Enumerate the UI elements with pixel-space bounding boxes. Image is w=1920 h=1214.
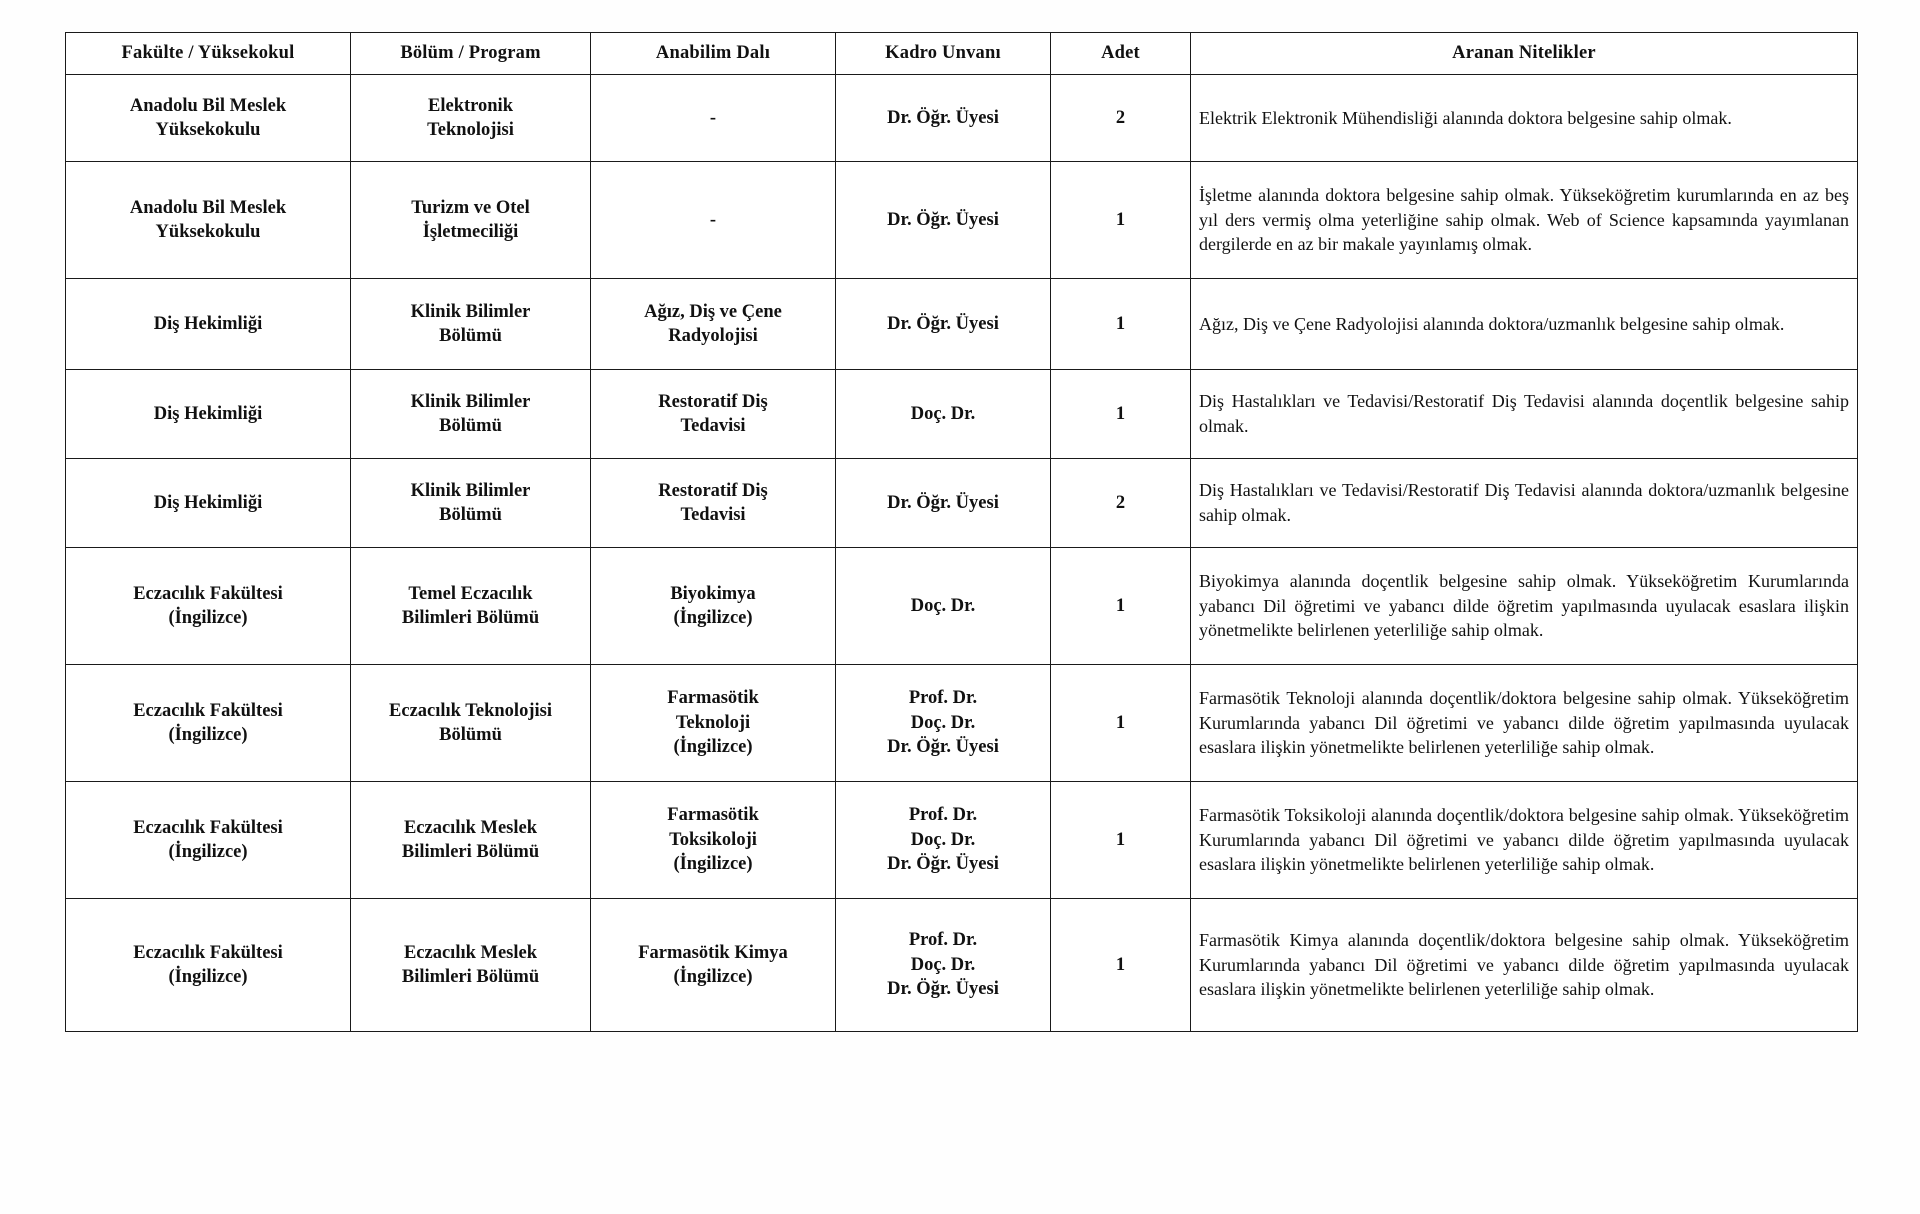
cell-faculty: [66, 899, 351, 1032]
department-line2: Teknolojisi: [427, 120, 514, 140]
cell-requirements: Farmasötik Teknoloji alanında doçentlik/doktora belgesine sahip olmak. Yükseköğretim Kurumlarında yabancı Dil öğretimi ve yabancı dilde öğretim yapılmasında uyulacak esaslara ilişkin yönetmelikte belirlenen yeterliliğe sahip olmak.: [1191, 665, 1858, 782]
cell-count: 2: [1051, 75, 1191, 162]
table-header: [66, 33, 1858, 75]
cell-title: [836, 548, 1051, 665]
column-header-field-line1: Anabilim: [655, 43, 732, 63]
cell-faculty: [66, 370, 351, 459]
field-line1: Farmasötik: [667, 805, 759, 826]
title-line1: Dr. Öğr. Üyesi: [887, 492, 999, 513]
cell-requirements: Diş Hastalıkları ve Tedavisi/Restoratif Diş Tedavisi alanında doçentlik belgesine sahip olmak.: [1191, 370, 1858, 459]
faculty-line2: (İngilizce): [168, 967, 248, 987]
column-header-field: [591, 33, 836, 75]
cell-department: [351, 75, 591, 162]
faculty-line1: Eczacılık Fakültesi: [133, 817, 283, 838]
cell-title: [836, 782, 1051, 899]
table-body: [66, 75, 1858, 1032]
title-line3: Dr. Öğr. Üyesi: [887, 737, 999, 758]
field-line2: Toksikoloji: [669, 829, 757, 850]
cell-faculty: [66, 665, 351, 782]
department-line1: Eczacılık Meslek: [403, 942, 538, 963]
table-row: [66, 899, 1858, 1032]
field-line3: (İngilizce): [673, 854, 753, 875]
title-line1: Prof. Dr.: [908, 805, 978, 826]
column-header-faculty: Fakülte / Yüksekokul: [66, 33, 351, 75]
cell-field: [591, 782, 836, 899]
table-row: [66, 279, 1858, 370]
column-header-requirements: Aranan Nitelikler: [1191, 33, 1858, 75]
field-line2: (İngilizce): [673, 967, 753, 987]
cell-title: [836, 75, 1051, 162]
cell-department: [351, 162, 591, 279]
cell-field: [591, 665, 836, 782]
field-line1: -: [709, 107, 717, 128]
cell-title: [836, 162, 1051, 279]
faculty-line1: Eczacılık Fakültesi: [133, 942, 283, 963]
cell-title: [836, 279, 1051, 370]
cell-requirements: İşletme alanında doktora belgesine sahip olmak. Yükseköğretim kurumlarında en az beş yıl ders vermiş olma yeterliğine sahip olmak. Web of Science kapsamında yayımlanan dergilerde en az bir makale yayınlamış olmak.: [1191, 162, 1858, 279]
department-line2: İşletmeciliği: [422, 222, 519, 242]
cell-field: [591, 279, 836, 370]
department-line1: Klinik Bilimler: [410, 391, 531, 412]
cell-field: [591, 162, 836, 279]
cell-faculty: [66, 162, 351, 279]
cell-field: [591, 548, 836, 665]
field-line1: Restoratif Diş: [658, 480, 768, 501]
cell-title: [836, 459, 1051, 548]
cell-department: [351, 782, 591, 899]
department-line1: Eczacılık Teknolojisi: [389, 700, 552, 721]
title-line2: Doç. Dr.: [910, 712, 976, 733]
department-line1: Eczacılık Meslek: [403, 817, 538, 838]
cell-department: [351, 548, 591, 665]
faculty-line2: Yüksekokulu: [155, 222, 261, 242]
cell-count: 1: [1051, 899, 1191, 1032]
cell-department: [351, 459, 591, 548]
field-line2: Tedavisi: [680, 505, 746, 525]
column-header-department: Bölüm / Program: [351, 33, 591, 75]
table-row: [66, 782, 1858, 899]
department-line1: Elektronik: [428, 95, 513, 116]
cell-requirements: Diş Hastalıkları ve Tedavisi/Restoratif Diş Tedavisi alanında doktora/uzmanlık belgesine sahip olmak.: [1191, 459, 1858, 548]
cell-title: [836, 665, 1051, 782]
title-line1: Dr. Öğr. Üyesi: [887, 209, 999, 230]
column-header-field-line2: Dalı: [736, 43, 771, 63]
cell-requirements: Ağız, Diş ve Çene Radyolojisi alanında doktora/uzmanlık belgesine sahip olmak.: [1191, 279, 1858, 370]
title-line2: Doç. Dr.: [910, 829, 976, 850]
table-header-row: [66, 33, 1858, 75]
academic-positions-table: [65, 32, 1858, 1032]
department-line1: Turizm ve Otel: [411, 197, 530, 218]
cell-requirements: Biyokimya alanında doçentlik belgesine sahip olmak. Yükseköğretim Kurumlarında yabancı Dil öğretimi ve yabancı dilde öğretim yapılmasında uyulacak esaslara ilişkin yönetmelikte belirlenen yeterliliğe sahip olmak.: [1191, 548, 1858, 665]
cell-count: 1: [1051, 279, 1191, 370]
field-line1: Biyokimya: [670, 583, 756, 604]
field-line1: Farmasötik: [667, 688, 759, 709]
cell-faculty: [66, 548, 351, 665]
faculty-line1: Eczacılık Fakültesi: [133, 700, 283, 721]
academic-positions-table-wrapper: [65, 32, 1858, 1032]
title-line1: Dr. Öğr. Üyesi: [887, 107, 999, 128]
table-row: [66, 370, 1858, 459]
field-line1: Farmasötik Kimya: [638, 942, 788, 963]
table-row: [66, 665, 1858, 782]
department-line2: Bölümü: [439, 416, 502, 436]
cell-faculty: [66, 459, 351, 548]
cell-requirements: Farmasötik Kimya alanında doçentlik/doktora belgesine sahip olmak. Yükseköğretim Kurumlarında yabancı Dil öğretimi ve yabancı dilde öğretim yapılmasında uyulacak esaslara ilişkin yönetmelikte belirlenen yeterliliğe sahip olmak.: [1191, 899, 1858, 1032]
cell-department: [351, 899, 591, 1032]
department-line1: Klinik Bilimler: [410, 301, 531, 322]
field-line1: Restoratif Diş: [658, 391, 768, 412]
faculty-line1: Anadolu Bil Meslek: [129, 197, 287, 218]
cell-count: 1: [1051, 665, 1191, 782]
field-line3: (İngilizce): [673, 737, 753, 758]
cell-department: [351, 665, 591, 782]
cell-field: [591, 899, 836, 1032]
faculty-line2: Yüksekokulu: [155, 120, 261, 140]
cell-count: 1: [1051, 782, 1191, 899]
cell-field: [591, 75, 836, 162]
cell-title: [836, 899, 1051, 1032]
department-line2: Bölümü: [439, 326, 502, 346]
title-line1: Dr. Öğr. Üyesi: [887, 313, 999, 334]
faculty-line2: (İngilizce): [168, 725, 248, 745]
cell-requirements: Farmasötik Toksikoloji alanında doçentlik/doktora belgesine sahip olmak. Yükseköğretim Kurumlarında yabancı Dil öğretimi ve yabancı dilde öğretim yapılmasında uyulacak esaslara ilişkin yönetmelikte belirlenen yeterliliğe sahip olmak.: [1191, 782, 1858, 899]
department-line1: Klinik Bilimler: [410, 480, 531, 501]
column-header-count: Adet: [1051, 33, 1191, 75]
field-line2: Tedavisi: [680, 416, 746, 436]
department-line1: Temel Eczacılık: [408, 583, 533, 604]
cell-faculty: [66, 782, 351, 899]
cell-faculty: [66, 279, 351, 370]
department-line2: Bilimleri Bölümü: [401, 842, 540, 862]
faculty-line2: (İngilizce): [168, 608, 248, 628]
cell-count: 1: [1051, 162, 1191, 279]
department-line2: Bölümü: [439, 505, 502, 525]
title-line1: Doç. Dr.: [910, 403, 976, 424]
cell-department: [351, 370, 591, 459]
cell-title: [836, 370, 1051, 459]
cell-department: [351, 279, 591, 370]
faculty-line1: Anadolu Bil Meslek: [129, 95, 287, 116]
field-line2: Teknoloji: [675, 712, 751, 733]
title-line1: Prof. Dr.: [908, 688, 978, 709]
field-line1: Ağız, Diş ve Çene: [644, 301, 782, 322]
cell-count: 1: [1051, 370, 1191, 459]
cell-field: [591, 459, 836, 548]
table-row: [66, 162, 1858, 279]
faculty-line1: Diş Hekimliği: [153, 313, 263, 334]
department-line2: Bölümü: [439, 725, 502, 745]
field-line1: -: [709, 209, 717, 230]
table-row: [66, 75, 1858, 162]
title-line1: Prof. Dr.: [908, 930, 978, 951]
title-line1: Doç. Dr.: [910, 595, 976, 616]
title-line3: Dr. Öğr. Üyesi: [887, 979, 999, 1000]
cell-field: [591, 370, 836, 459]
field-line2: Radyolojisi: [668, 326, 758, 346]
field-line2: (İngilizce): [673, 608, 753, 628]
table-row: [66, 459, 1858, 548]
department-line2: Bilimleri Bölümü: [401, 967, 540, 987]
faculty-line1: Eczacılık Fakültesi: [133, 583, 283, 604]
title-line2: Doç. Dr.: [910, 954, 976, 975]
faculty-line1: Diş Hekimliği: [153, 403, 263, 424]
column-header-title: Kadro Unvanı: [836, 33, 1051, 75]
department-line2: Bilimleri Bölümü: [401, 608, 540, 628]
faculty-line2: (İngilizce): [168, 842, 248, 862]
faculty-line1: Diş Hekimliği: [153, 492, 263, 513]
cell-requirements: Elektrik Elektronik Mühendisliği alanında doktora belgesine sahip olmak.: [1191, 75, 1858, 162]
cell-faculty: [66, 75, 351, 162]
title-line3: Dr. Öğr. Üyesi: [887, 854, 999, 875]
cell-count: 2: [1051, 459, 1191, 548]
cell-count: 1: [1051, 548, 1191, 665]
table-row: [66, 548, 1858, 665]
